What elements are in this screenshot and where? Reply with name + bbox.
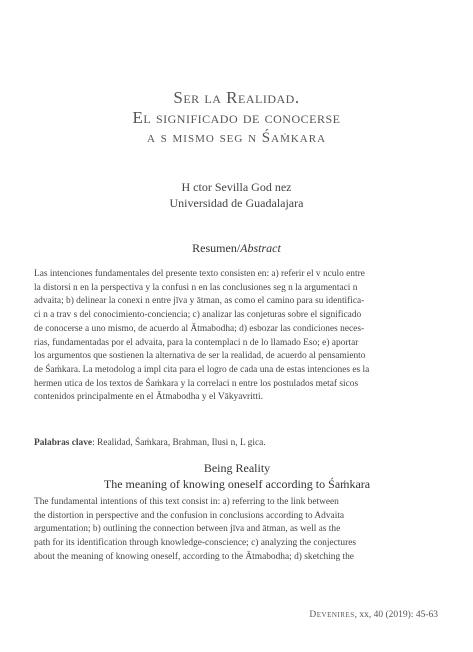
abstract-heading-italic: Abstract xyxy=(240,241,281,255)
abstract-es-line: de conocerse a uno mismo, de acuerdo al Ātmabodha; d) esbozar las condiciones neces- xyxy=(34,323,365,334)
abstract-en-line: about the meaning of knowing oneself, according to the Ātmabodha; d) sketching the xyxy=(34,551,354,562)
abstract-es-line: Las intenciones fundamentales del presente texto consisten en: a) referir el v nculo entre xyxy=(34,269,365,279)
abstract-english xyxy=(34,496,440,565)
article-title xyxy=(40,88,433,148)
abstract-es-line: rias, fundamentadas por el advaita, para la contemplaci n de lo llamado Eso; e) aportar xyxy=(34,337,359,348)
abstract-en-line: argumentation; b) outlining the connection between jīva and ātman, as well as the xyxy=(34,524,341,535)
title-line-1: Ser la Realidad. xyxy=(173,88,300,107)
english-title-line-2: The meaning of knowing oneself according to Śaṁkara xyxy=(103,477,371,491)
abstract-es-line: contenidos principalmente en el Ātmabodha y el Vākyavritti. xyxy=(34,392,263,403)
abstract-es-line: los argumentos que sostienen la alternativa de ser la realidad, de acuerdo al pensamiento xyxy=(34,351,366,362)
journal-citation: , xx, 40 (2019): 45-63 xyxy=(354,610,438,620)
abstract-es-line: hermen utica de los textos de Śaṁkara y la correlaci n entre los postulados metaf sicos xyxy=(34,378,359,389)
abstract-en-line: the distortion in perspective and the confusion in conclusions according to Advaita xyxy=(34,510,345,521)
abstract-en-line: The fundamental intentions of this text consist in: a) referring to the link between xyxy=(34,497,339,507)
author-affiliation: Universidad de Guadalajara xyxy=(169,196,304,210)
page-footer xyxy=(220,610,438,620)
abstract-heading-text: Resumen/ xyxy=(192,241,241,255)
title-line-2: El significado de conocerse xyxy=(132,108,341,127)
english-title-line-1: Being Reality xyxy=(203,461,271,475)
english-title xyxy=(34,458,440,492)
abstract-es-line: advaita; b) delinear la conexi n entre jīva y ātman, as como el camino para su identifica- xyxy=(34,296,365,307)
abstract-es-line: de Śaṁkara. La metodolog a impl cita para el logro de cada una de estas intenciones es la xyxy=(34,364,370,375)
keywords-label: Palabras clave xyxy=(34,438,93,448)
abstract-es-line: la distorsi n en la perspectiva y la confusi n en las conclusiones seg n la argumentaci n xyxy=(34,282,358,293)
keywords xyxy=(34,438,440,448)
keywords-text: : Realidad, Śaṁkara, Brahman, Ilusi n, L gica. xyxy=(92,438,266,448)
abstract-es-line: ci n a trav s del conocimiento-conciencia; c) analizar las conjeturas sobre el significado xyxy=(34,310,362,321)
abstract-en-line: path for its identification through knowledge-conscience; c) analyzing the conjectures xyxy=(34,538,357,549)
title-line-3: a s mismo seg n Śaṁkara xyxy=(146,130,327,146)
author-name: H ctor Sevilla God nez xyxy=(181,180,292,194)
abstract-spanish xyxy=(34,268,440,405)
journal-name: Devenires xyxy=(309,610,355,620)
abstract-heading xyxy=(40,241,433,256)
